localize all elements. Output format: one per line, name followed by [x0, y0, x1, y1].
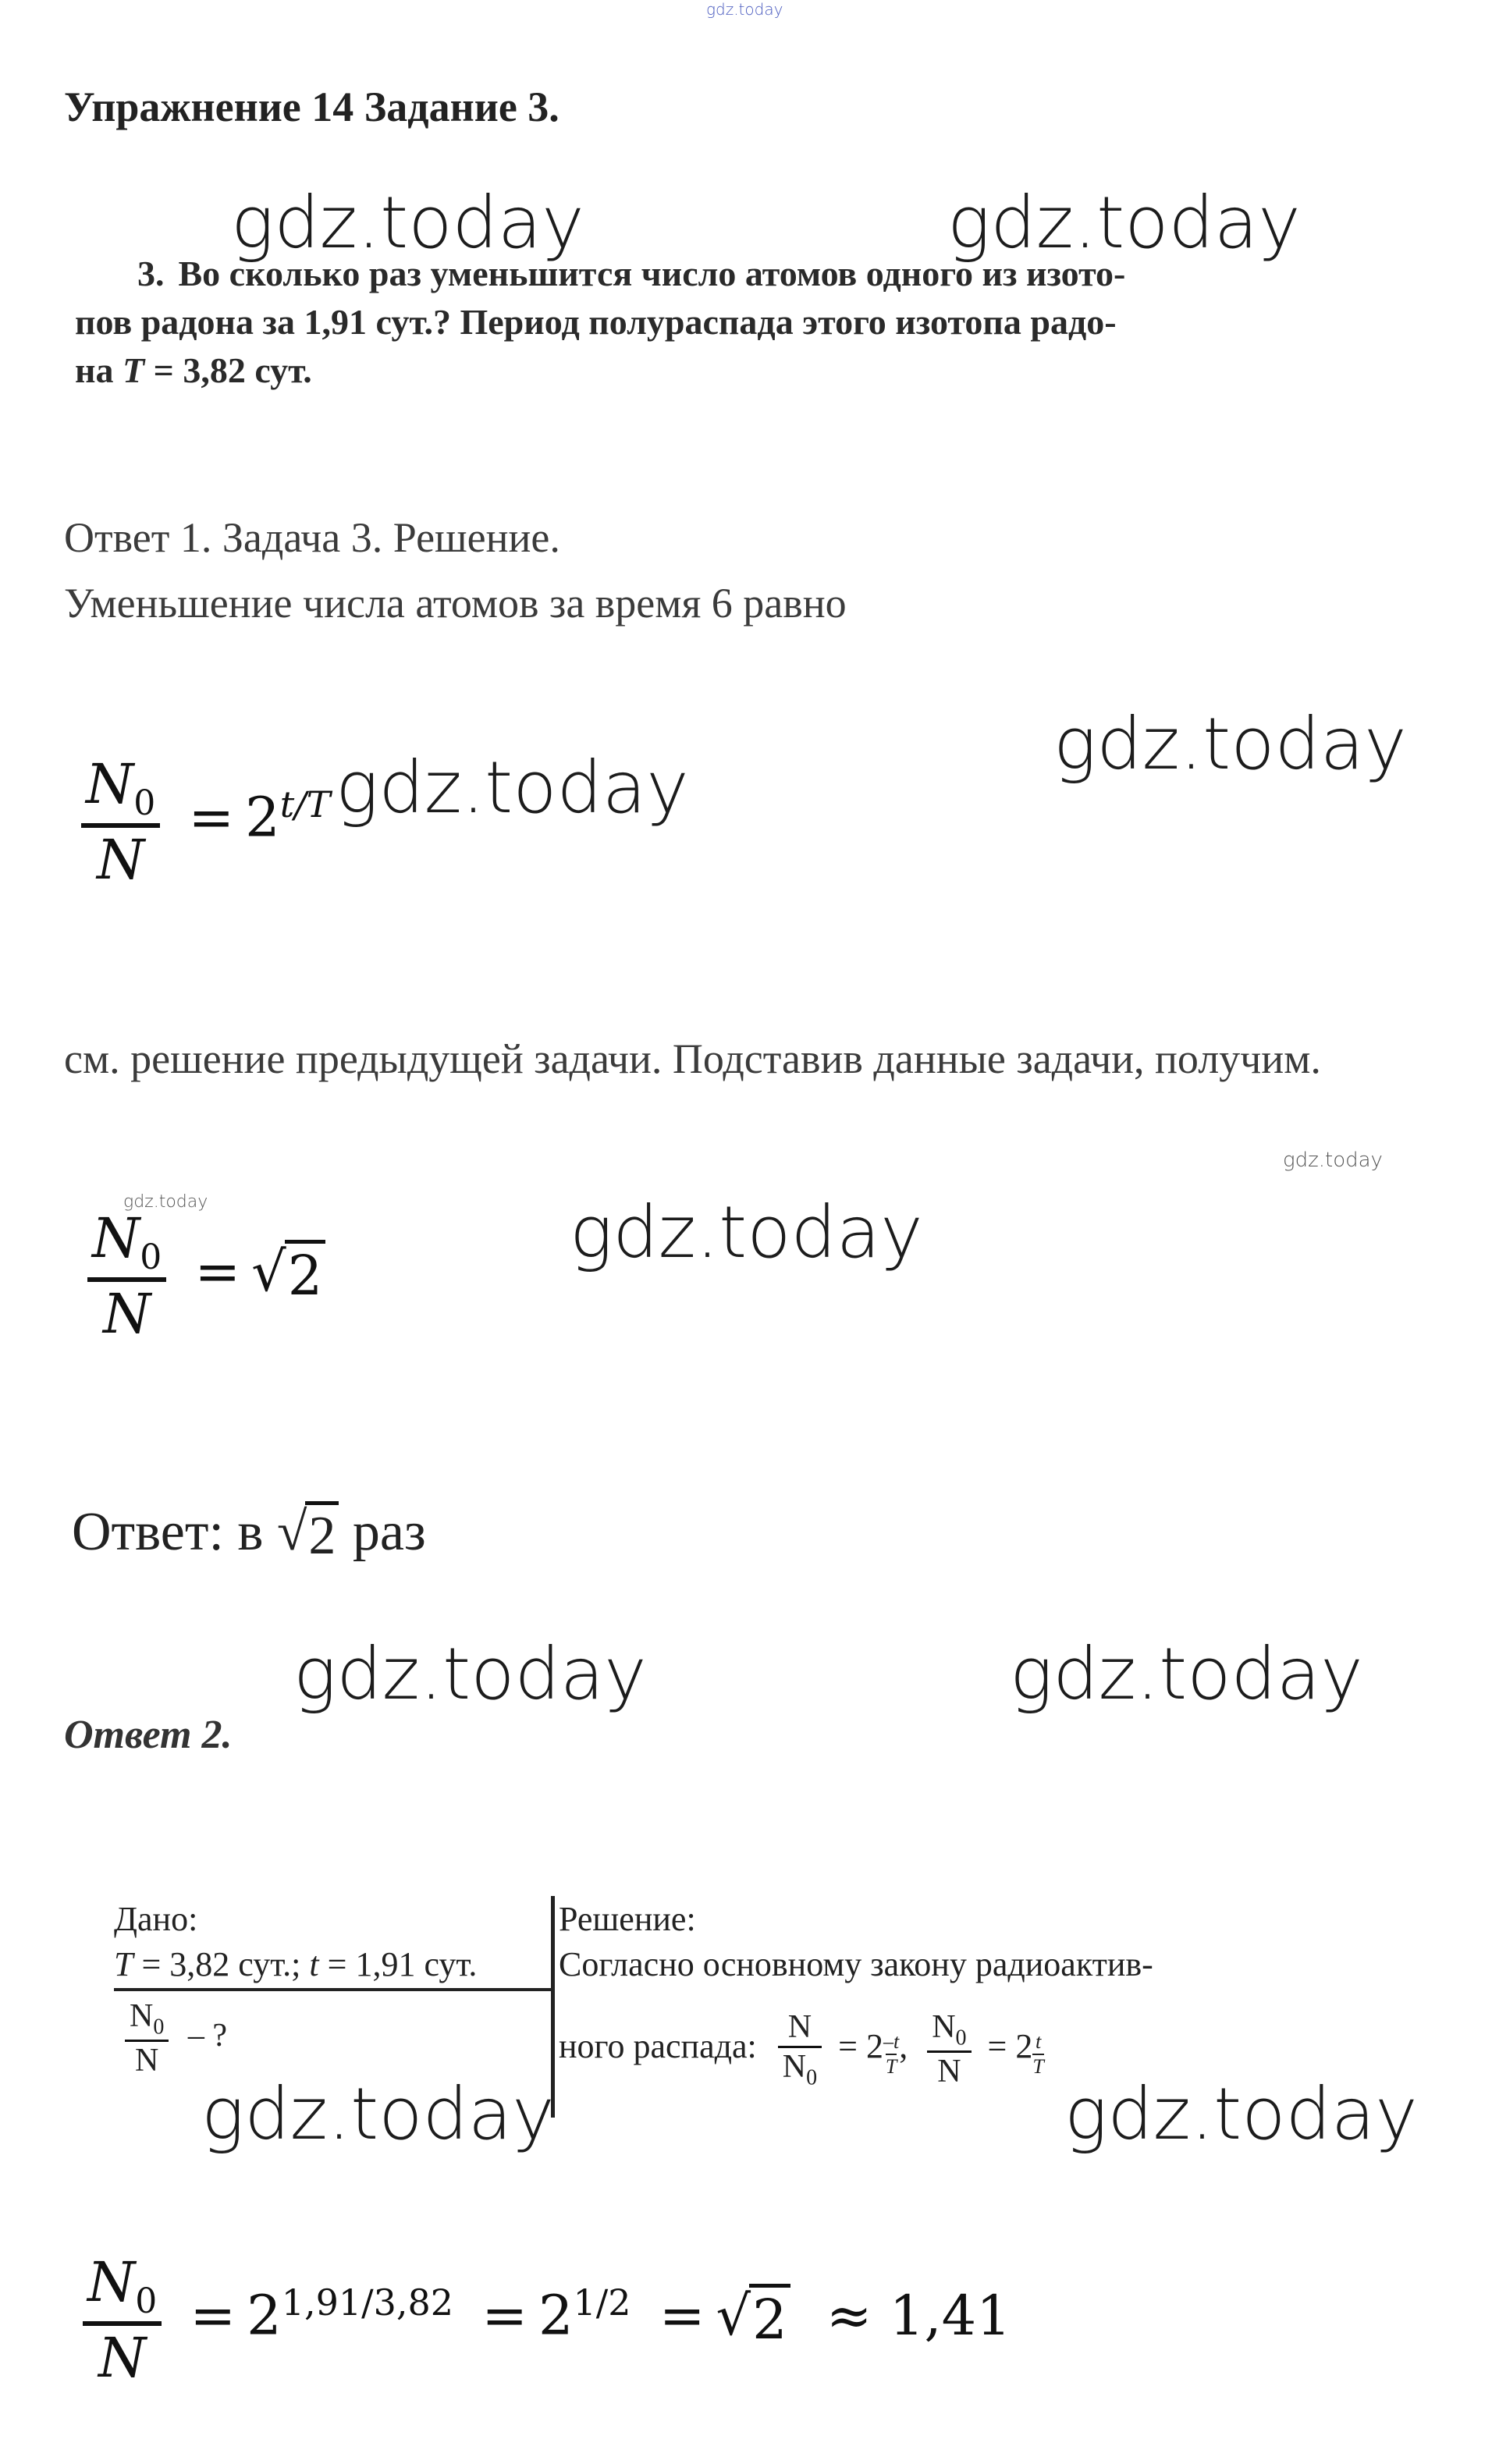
- exponent: 1,91/3,82: [281, 2281, 454, 2324]
- final-suffix: раз: [352, 1502, 426, 1562]
- given-values: [114, 1944, 477, 1984]
- final-prefix: Ответ: в: [72, 1502, 264, 1562]
- solution-text: ного распада:: [559, 2026, 757, 2065]
- sqrt: √ 2: [716, 2284, 790, 2352]
- problem-number: 3.: [137, 254, 165, 293]
- fraction: [87, 1206, 166, 1346]
- answer1-line1: Уменьшение числа атомов за время 6 равно: [64, 580, 847, 627]
- watermark: gdz.today: [1064, 2072, 1418, 2156]
- n0-symbol: N: [86, 752, 134, 816]
- watermark: gdz.today: [1010, 1632, 1363, 1716]
- sqrt: √ 2: [251, 1240, 325, 1308]
- solution-line1: Согласно основному закону радиоактив-: [559, 1945, 1153, 1983]
- problem-line-2: пов радона за 1,91 сут.? Период полураспада этого изотопа радо-: [75, 302, 1117, 342]
- fraction: $N_0$ N: [83, 2250, 162, 2390]
- subscript: 0: [133, 783, 156, 823]
- answer2-title: Ответ 2.: [64, 1713, 233, 1757]
- fraction: $\frac{N_0}{N}$: [125, 1997, 169, 2079]
- watermark: gdz.today: [336, 746, 689, 829]
- watermark: gdz.today: [201, 2072, 555, 2156]
- period-symbol: T: [123, 350, 145, 390]
- watermark: gdz.today: [947, 181, 1301, 265]
- base: 2: [245, 785, 280, 850]
- answer1-title: Ответ 1. Задача 3. Решение.: [64, 514, 560, 561]
- fraction: [81, 752, 160, 892]
- n0-symbol: N: [92, 1206, 140, 1270]
- formula-final: [83, 2250, 1011, 2390]
- watermark-top: gdz.today: [706, 0, 783, 19]
- watermark-small: gdz.today: [1283, 1149, 1383, 1172]
- subscript: 0: [140, 1237, 162, 1277]
- period-value: = 3,82 сут.: [153, 350, 312, 390]
- formula-decay-ratio: [81, 752, 330, 892]
- exponent: t/T: [279, 783, 331, 826]
- law-rhs: = 2: [838, 2026, 883, 2065]
- problem-line-3: [75, 346, 312, 395]
- problem-text: Во сколько раз уменьшится число атомов одного из изото-: [178, 254, 1126, 293]
- watermark: gdz.today: [293, 1632, 647, 1716]
- time-value: = 1,91 сут.: [327, 1945, 478, 1983]
- time-symbol: t: [309, 1945, 319, 1983]
- exercise-heading: Упражнение 14 Задание 3.: [64, 83, 560, 130]
- period-value: = 3,82 сут.;: [141, 1945, 301, 1983]
- approx-value: ≈ 1,41: [826, 2283, 1011, 2348]
- solution-label: Решение:: [559, 1900, 696, 1938]
- solution-line2: ного распада: $\frac{N}{N_0}$ = 2 $^{\frac{-t}{T}}$ , $\frac{N_0}{N}$ = 2 $^{\frac{t}{T}}$: [559, 2009, 1044, 2090]
- period-symbol: T: [114, 1945, 133, 1983]
- answer1-line2: см. решение предыдущей задачи. Подставив данные задачи, получим.: [64, 1035, 1321, 1082]
- problem-text: на: [75, 350, 114, 390]
- formula-sqrt2: [87, 1206, 325, 1346]
- fraction: $\frac{N_0}{N}$: [927, 2008, 971, 2090]
- base: 2: [247, 2283, 282, 2348]
- problem-line-1: [137, 250, 1125, 298]
- base: 2: [538, 2283, 574, 2348]
- fraction: $\frac{N}{N_0}$: [778, 2008, 822, 2090]
- n-symbol: N: [103, 1282, 151, 1346]
- equals: =: [194, 1239, 241, 1304]
- equals: =: [481, 2283, 528, 2348]
- find-expression: [125, 1997, 227, 2079]
- equals: =: [188, 785, 235, 850]
- given-divider: [114, 1988, 551, 1991]
- watermark: gdz.today: [231, 181, 584, 265]
- law-rhs: = 2: [987, 2026, 1033, 2065]
- watermark-small: gdz.today: [123, 1192, 208, 1212]
- exponent: 1/2: [573, 2281, 631, 2324]
- equals: =: [190, 2283, 236, 2348]
- answer1-final: [72, 1501, 426, 1568]
- equals: =: [659, 2283, 705, 2348]
- unknown-mark: – ?: [187, 2018, 227, 2054]
- watermark: gdz.today: [570, 1191, 923, 1274]
- watermark: gdz.today: [1053, 702, 1407, 786]
- n-symbol: N: [97, 828, 145, 892]
- given-label: Дано:: [114, 1900, 198, 1938]
- sqrt: √ 2: [277, 1501, 339, 1568]
